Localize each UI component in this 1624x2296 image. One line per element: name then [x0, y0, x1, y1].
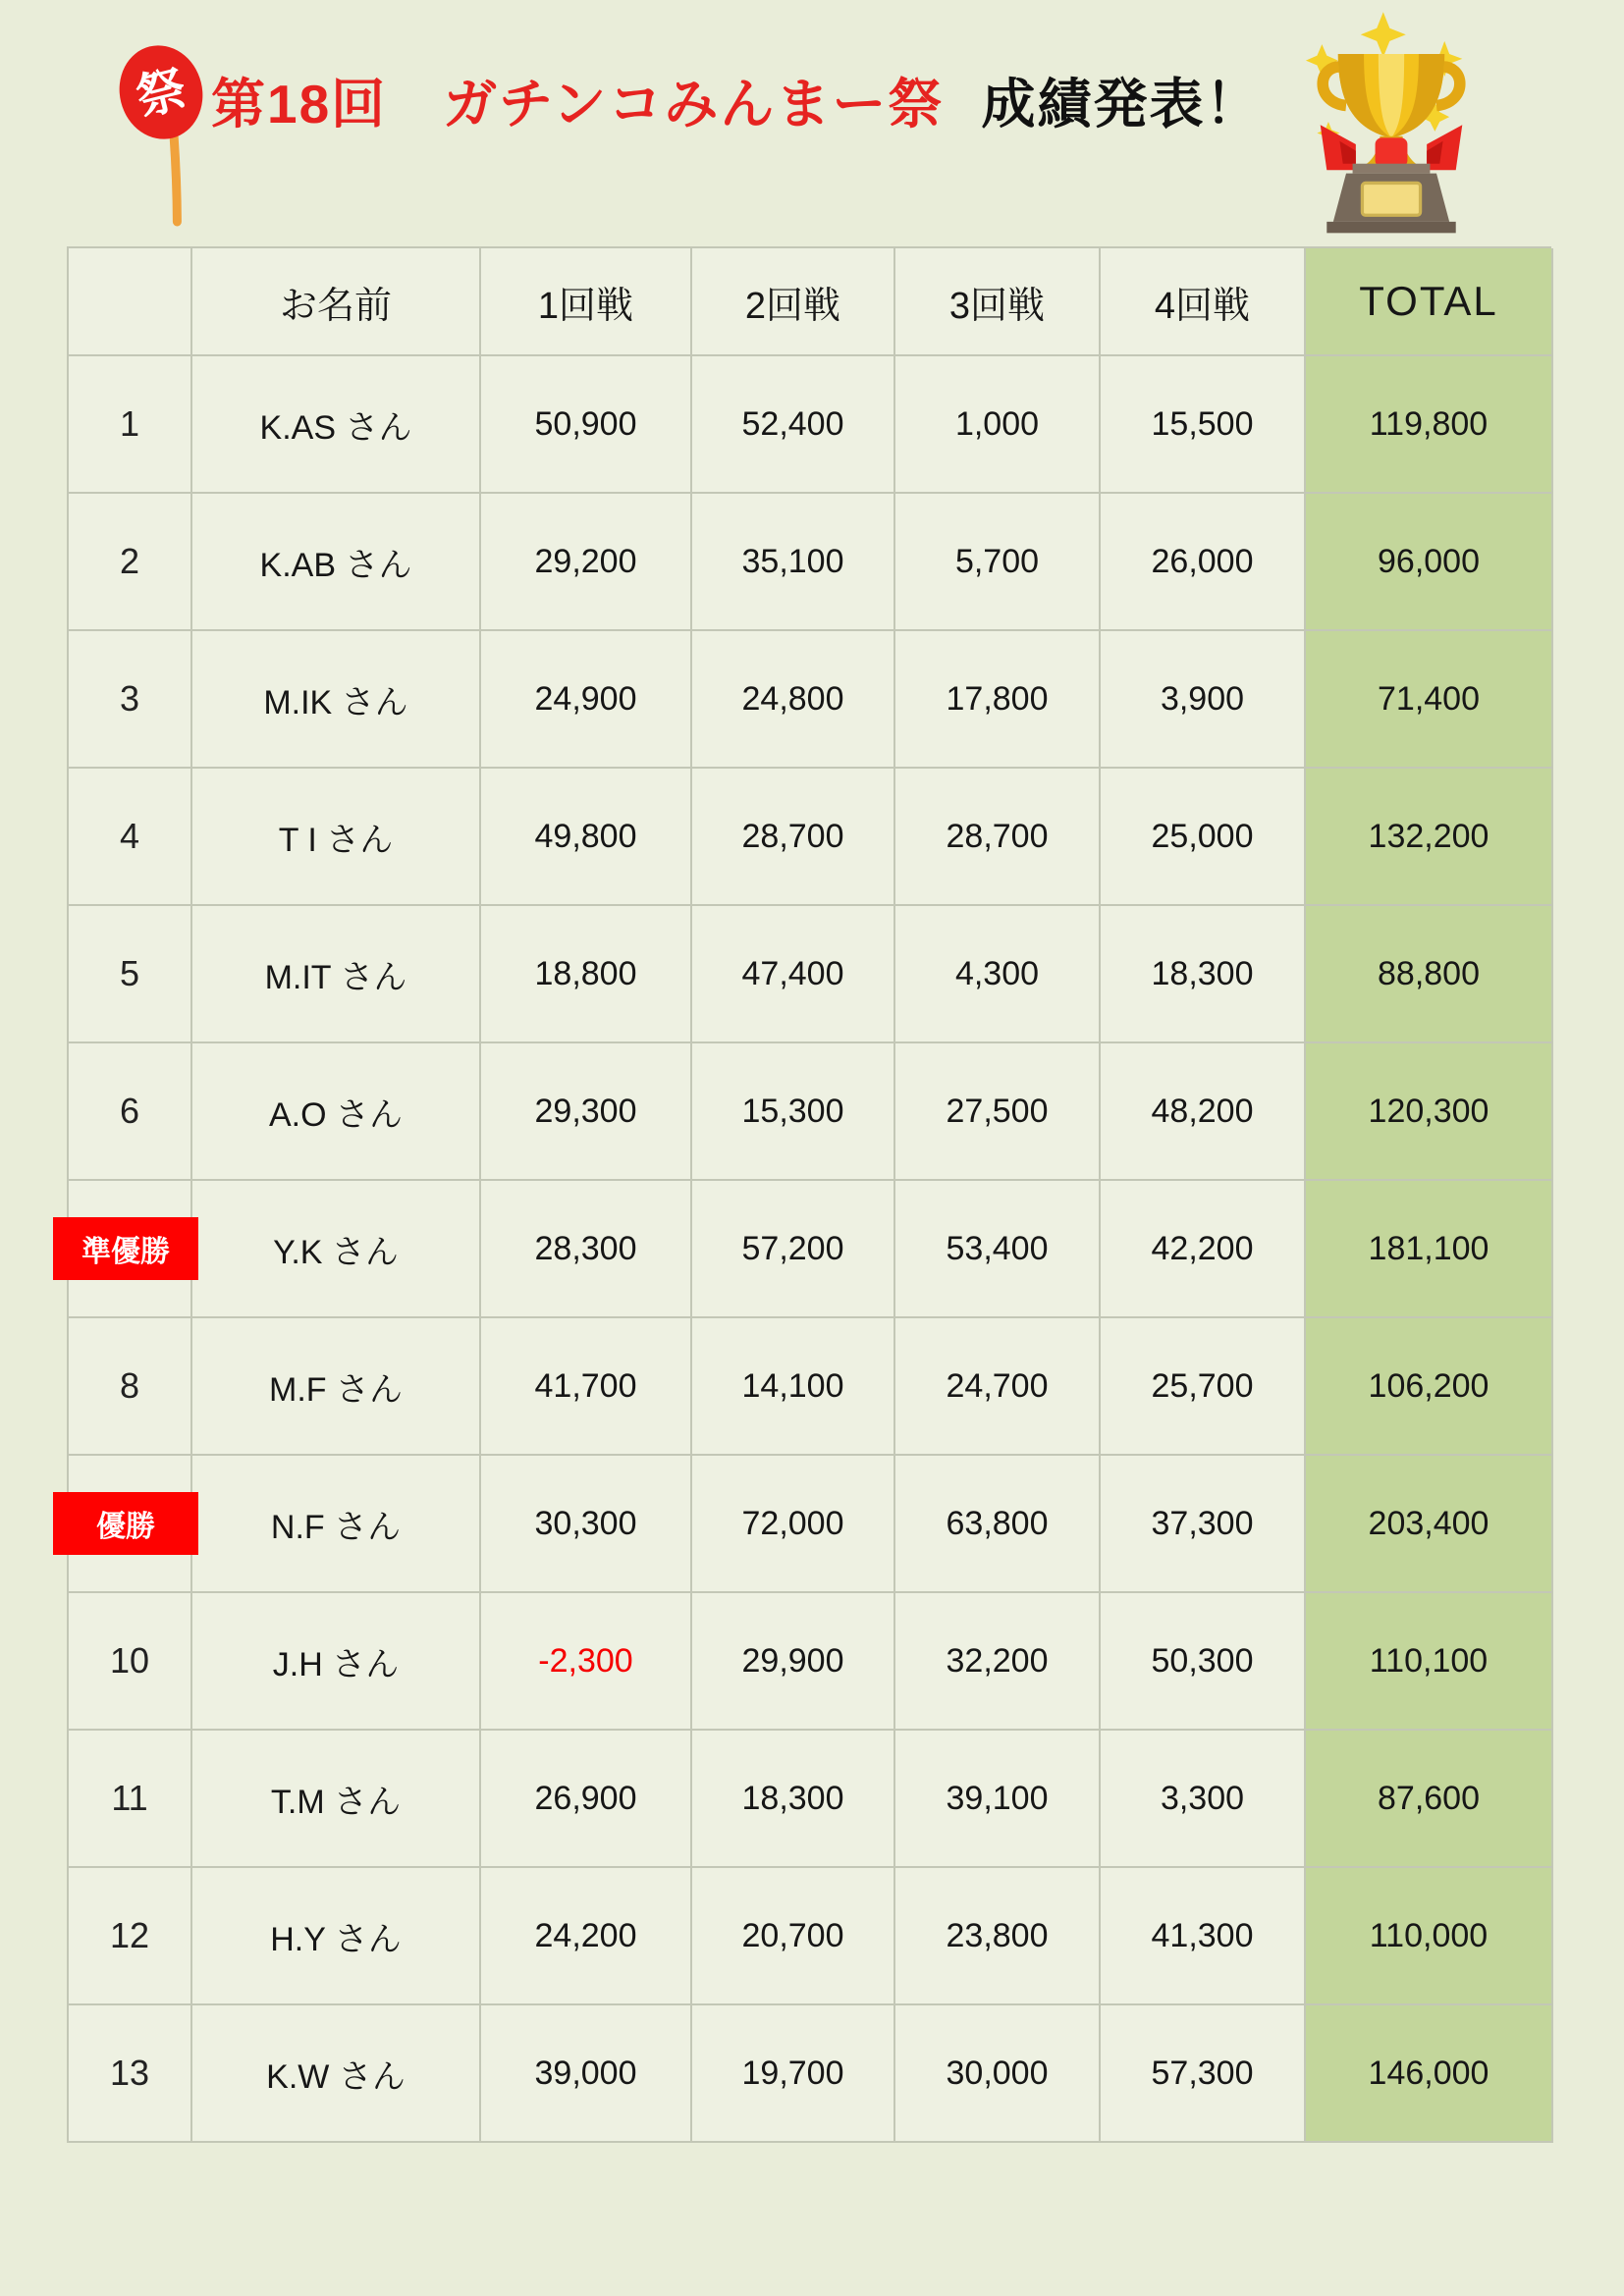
table-row [69, 1456, 1551, 1593]
round2-score: 52,400 [692, 356, 895, 494]
header-round1: 1回戦 [481, 248, 692, 356]
round4-score: 3,300 [1101, 1731, 1306, 1868]
results-table-body [69, 356, 1551, 2143]
total-score: 96,000 [1306, 494, 1553, 631]
round1-score: 24,900 [481, 631, 692, 769]
player-name: T.M さん [192, 1731, 481, 1868]
round4-score: 25,000 [1101, 769, 1306, 906]
round2-score: 24,800 [692, 631, 895, 769]
round4-score: 57,300 [1101, 2005, 1306, 2143]
rank-cell [69, 1593, 192, 1731]
round2-score: 20,700 [692, 1868, 895, 2005]
player-name: H.Y さん [192, 1868, 481, 2005]
round4-score: 18,300 [1101, 906, 1306, 1043]
round3-score: 63,800 [895, 1456, 1101, 1593]
round2-score: 15,300 [692, 1043, 895, 1181]
total-score: 87,600 [1306, 1731, 1553, 1868]
round4-score: 15,500 [1101, 356, 1306, 494]
table-row [69, 1731, 1551, 1868]
rank-label: 8 [119, 1365, 140, 1406]
round4-score: 37,300 [1101, 1456, 1306, 1593]
total-score: 110,000 [1306, 1868, 1553, 2005]
fan-character: 祭 [131, 60, 192, 127]
header-round2: 2回戦 [692, 248, 895, 356]
round4-score: 26,000 [1101, 494, 1306, 631]
rank-label: 10 [109, 1640, 150, 1681]
total-score: 88,800 [1306, 906, 1553, 1043]
round3-score: 4,300 [895, 906, 1101, 1043]
winner-badge: 準優勝 [53, 1217, 198, 1280]
round1-score: 29,200 [481, 494, 692, 631]
table-row [69, 1318, 1551, 1456]
rank-cell [69, 1318, 192, 1456]
table-row [69, 1043, 1551, 1181]
player-name: M.IT さん [192, 906, 481, 1043]
rank-label: 3 [119, 678, 140, 719]
table-row [69, 1868, 1551, 2005]
winner-badge: 優勝 [53, 1492, 198, 1555]
table-row [69, 356, 1551, 494]
rank-label: 13 [109, 2053, 150, 2093]
rank-cell [69, 769, 192, 906]
title-main: 第18回 ガチンコみんまー祭 [211, 74, 945, 134]
round3-score: 53,400 [895, 1181, 1101, 1318]
round2-score: 14,100 [692, 1318, 895, 1456]
total-score: 120,300 [1306, 1043, 1553, 1181]
rank-label: 6 [119, 1091, 140, 1131]
rank-cell [69, 631, 192, 769]
total-score: 203,400 [1306, 1456, 1553, 1593]
round2-score: 29,900 [692, 1593, 895, 1731]
round3-score: 1,000 [895, 356, 1101, 494]
title-sub: 成績発表！ [981, 74, 1262, 134]
rank-cell [69, 1868, 192, 2005]
rank-cell [69, 2005, 192, 2143]
round2-score: 18,300 [692, 1731, 895, 1868]
player-name: A.O さん [192, 1043, 481, 1181]
round2-score: 28,700 [692, 769, 895, 906]
total-score: 146,000 [1306, 2005, 1553, 2143]
player-name: M.F さん [192, 1318, 481, 1456]
round4-score: 50,300 [1101, 1593, 1306, 1731]
round1-score: 30,300 [481, 1456, 692, 1593]
round3-score: 5,700 [895, 494, 1101, 631]
round1-score: 49,800 [481, 769, 692, 906]
round1-score: 24,200 [481, 1868, 692, 2005]
rank-label: 4 [119, 816, 140, 856]
total-score: 119,800 [1306, 356, 1553, 494]
total-score: 106,200 [1306, 1318, 1553, 1456]
round2-score: 57,200 [692, 1181, 895, 1318]
player-name: K.AB さん [192, 494, 481, 631]
header-round4: 4回戦 [1101, 248, 1306, 356]
player-name: K.W さん [192, 2005, 481, 2143]
results-table [67, 246, 1551, 2143]
table-row [69, 631, 1551, 769]
table-row [69, 2005, 1551, 2143]
header-total: TOTAL [1306, 248, 1553, 356]
round4-score: 48,200 [1101, 1043, 1306, 1181]
round2-score: 72,000 [692, 1456, 895, 1593]
table-row [69, 494, 1551, 631]
round3-score: 39,100 [895, 1731, 1101, 1868]
round1-score: 39,000 [481, 2005, 692, 2143]
rank-cell [69, 494, 192, 631]
table-row [69, 769, 1551, 906]
sparkle-icon [1361, 12, 1406, 57]
round4-score: 42,200 [1101, 1181, 1306, 1318]
total-score: 181,100 [1306, 1181, 1553, 1318]
table-row [69, 1181, 1551, 1318]
round2-score: 47,400 [692, 906, 895, 1043]
round3-score: 17,800 [895, 631, 1101, 769]
rank-label: 11 [111, 1778, 148, 1818]
rank-cell [69, 906, 192, 1043]
round2-score: 35,100 [692, 494, 895, 631]
rank-cell [69, 1456, 192, 1593]
round3-score: 27,500 [895, 1043, 1101, 1181]
total-score: 132,200 [1306, 769, 1553, 906]
round3-score: 24,700 [895, 1318, 1101, 1456]
rank-label: 5 [119, 953, 140, 993]
round3-score: 23,800 [895, 1868, 1101, 2005]
festival-fan-icon [106, 39, 224, 236]
round1-score: -2,300 [481, 1593, 692, 1731]
round3-score: 28,700 [895, 769, 1101, 906]
rank-cell [69, 356, 192, 494]
page-title [211, 61, 1261, 138]
rank-label: 12 [109, 1915, 150, 1955]
total-score: 71,400 [1306, 631, 1553, 769]
player-name: N.F さん [192, 1456, 481, 1593]
player-name: T I さん [192, 769, 481, 906]
player-name: M.IK さん [192, 631, 481, 769]
round1-score: 50,900 [481, 356, 692, 494]
rank-label: 2 [119, 541, 140, 581]
round1-score: 28,300 [481, 1181, 692, 1318]
player-name: Y.K さん [192, 1181, 481, 1318]
round4-score: 3,900 [1101, 631, 1306, 769]
total-score: 110,100 [1306, 1593, 1553, 1731]
trophy-icon [1278, 8, 1504, 236]
header-round3: 3回戦 [895, 248, 1101, 356]
round1-score: 29,300 [481, 1043, 692, 1181]
round1-score: 18,800 [481, 906, 692, 1043]
rank-cell [69, 1181, 192, 1318]
player-name: J.H さん [192, 1593, 481, 1731]
table-row [69, 1593, 1551, 1731]
player-name: K.AS さん [192, 356, 481, 494]
header-rank [69, 248, 192, 356]
rank-cell [69, 1731, 192, 1868]
rank-cell [69, 1043, 192, 1181]
round3-score: 30,000 [895, 2005, 1101, 2143]
rank-label: 1 [119, 403, 140, 444]
round4-score: 25,700 [1101, 1318, 1306, 1456]
round4-score: 41,300 [1101, 1868, 1306, 2005]
table-header-row [69, 248, 1551, 356]
header-name: お名前 [192, 248, 481, 356]
round3-score: 32,200 [895, 1593, 1101, 1731]
round2-score: 19,700 [692, 2005, 895, 2143]
round1-score: 26,900 [481, 1731, 692, 1868]
round1-score: 41,700 [481, 1318, 692, 1456]
table-row [69, 906, 1551, 1043]
page-header [0, 0, 1624, 245]
